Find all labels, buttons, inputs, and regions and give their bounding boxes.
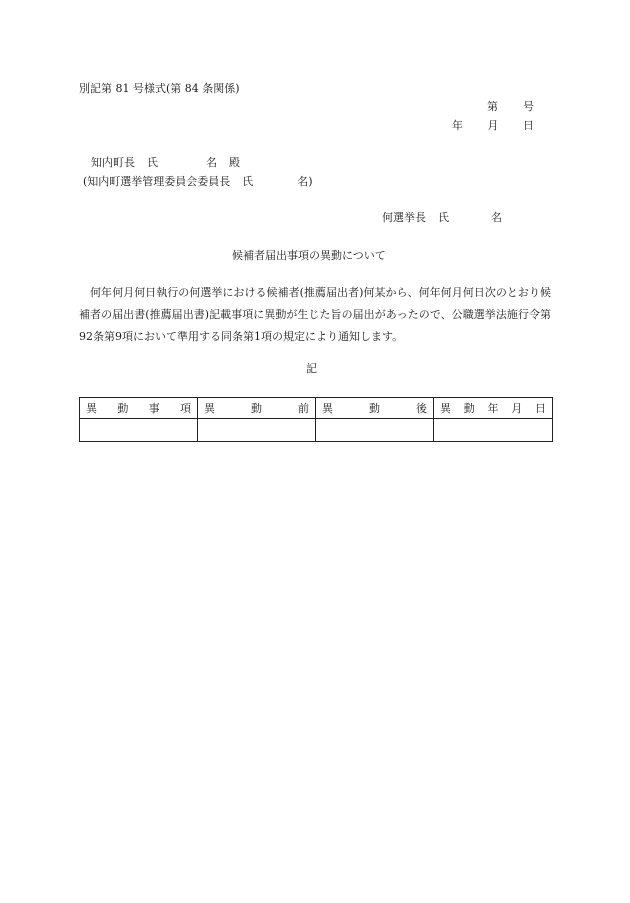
recipient-shi: 氏 [147, 156, 158, 169]
form-id: 別記第 81 号様式(第 84 条関係) [79, 82, 240, 95]
header-change-date [434, 398, 553, 419]
header-before-change [198, 398, 316, 419]
document-number [487, 100, 534, 114]
recipient-line-1 [91, 156, 240, 170]
header-char: 異 [440, 402, 451, 415]
header-char: 項 [179, 402, 191, 415]
table-cell-after [316, 419, 434, 442]
sender-title: 何選挙長 [382, 211, 426, 224]
body-paragraph: 何年何月何日執行の何選挙における候補者(推薦届出者)何某から、何年何月何日次のとおり候補者の届出書(推薦届出書)記載事項に異動が生じた旨の届出があったので、公職選挙法施行令第92条第9項において準用する同条第1項の規定により通知します。 [79, 286, 551, 343]
header-char: 事 [148, 402, 160, 415]
header-char: 前 [298, 402, 309, 415]
ki-heading: 記 [306, 362, 317, 375]
header-char: 年 [487, 402, 499, 415]
sender-mei: 名 [491, 211, 502, 224]
recipient-dono: 殿 [229, 156, 240, 169]
table-cell-change-item [80, 419, 198, 442]
header-char: 月 [511, 402, 523, 415]
subject-heading: 候補者届出事項の異動について [232, 249, 386, 262]
recipient-mei: 名 [206, 156, 217, 169]
header-char: 日 [535, 402, 546, 415]
date-line [452, 119, 534, 133]
header-char: 動 [369, 402, 380, 415]
header-change-item [80, 398, 198, 419]
date-year: 年 [452, 119, 463, 132]
recipient-alt-title: (知内町選挙管理委員会委員長 [83, 175, 231, 188]
header-char: 動 [463, 402, 475, 415]
date-month: 月 [487, 119, 499, 132]
date-day: 日 [523, 119, 534, 132]
doc-number-dai: 第 [487, 100, 498, 113]
table-cell-before [198, 419, 316, 442]
header-char: 異 [322, 402, 333, 415]
table-row [80, 419, 553, 442]
table-cell-date [434, 419, 553, 442]
recipient-alt-shi: 氏 [242, 175, 254, 188]
sender-shi: 氏 [438, 211, 449, 224]
header-char: 異 [204, 402, 215, 415]
table-header-row [80, 398, 553, 419]
recipient-title: 知内町長 [91, 156, 135, 169]
header-after-change [316, 398, 434, 419]
doc-number-go: 号 [523, 100, 534, 113]
sender-line [382, 211, 502, 225]
header-char: 異 [86, 402, 97, 415]
header-char: 後 [416, 402, 427, 415]
recipient-line-2 [83, 175, 313, 189]
header-char: 動 [117, 402, 129, 415]
header-char: 動 [251, 402, 262, 415]
change-table [79, 397, 553, 442]
recipient-alt-mei: 名) [297, 175, 313, 188]
